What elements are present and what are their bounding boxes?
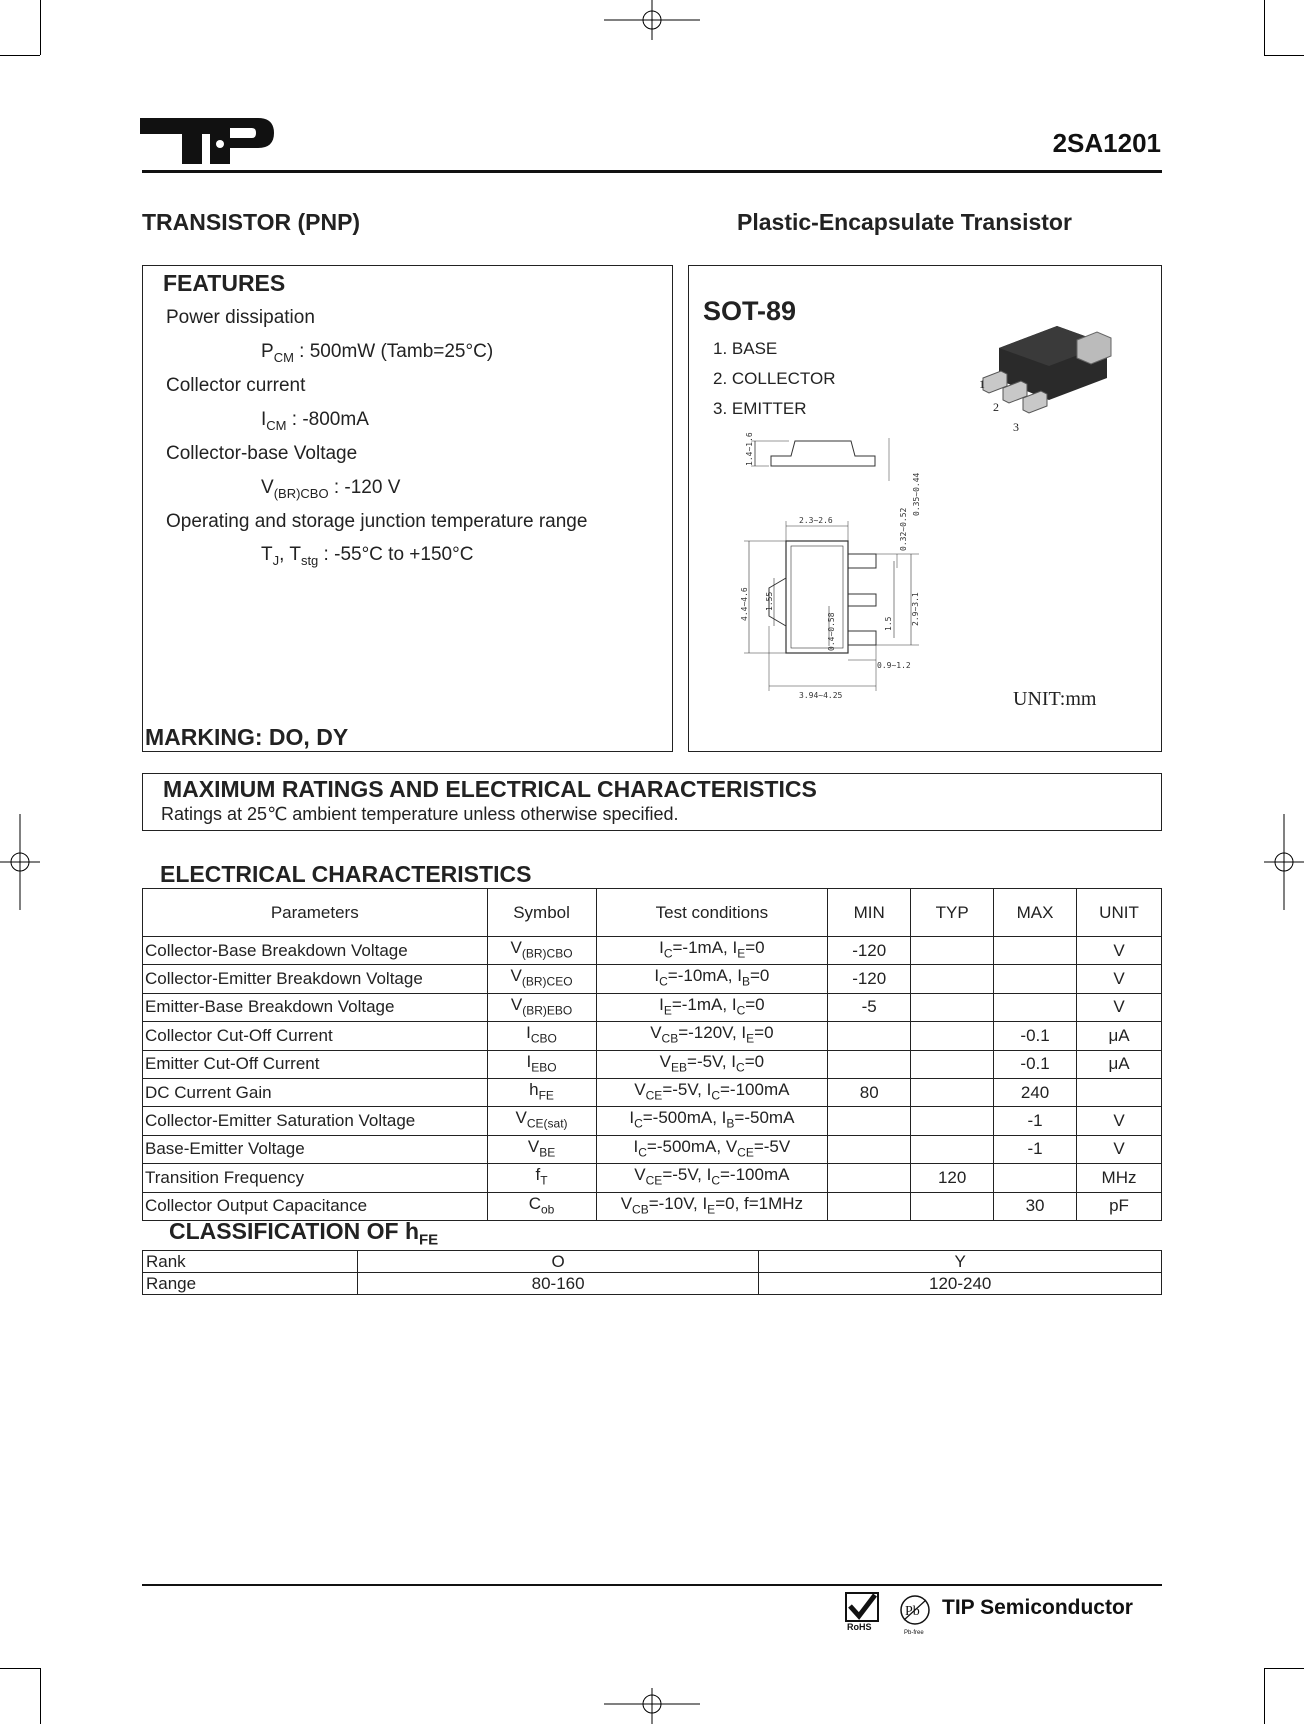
condition-symbol: V — [634, 1165, 646, 1185]
range-value: 80-160 — [357, 1273, 759, 1295]
dimension-label: 4.4~4.6 — [740, 587, 749, 621]
package-panel — [688, 265, 1162, 752]
condition-symbol: I — [706, 1079, 712, 1099]
condition-value: =-500mA, — [642, 1108, 722, 1128]
condition-value: =0 — [745, 938, 765, 957]
registration-mark-bottom — [604, 1688, 700, 1724]
rank-label: Rank — [143, 1251, 358, 1273]
typ-cell — [911, 1078, 994, 1106]
pin-number-label: 1 — [979, 377, 985, 391]
symbol-main: V — [510, 994, 523, 1014]
symbol-cell — [487, 937, 596, 965]
unit-cell: pF — [1077, 1192, 1162, 1220]
condition-symbol: I — [706, 1165, 712, 1185]
table-row — [143, 1251, 1162, 1273]
symbol-subscript: T — [540, 1173, 548, 1188]
condition-subscript: C — [711, 1088, 720, 1103]
typ-cell — [911, 1022, 994, 1050]
parameter-cell: Transition Frequency — [143, 1164, 488, 1192]
condition-value: =0 — [749, 966, 770, 986]
condition-subscript: E — [746, 1031, 755, 1046]
condition-subscript: C — [736, 1059, 745, 1074]
condition-symbol: V — [659, 1051, 671, 1071]
condition-symbol: I — [702, 1193, 708, 1213]
condition-subscript: B — [741, 974, 750, 989]
rohs-icon — [845, 1592, 879, 1632]
condition-subscript: CE — [737, 1145, 754, 1160]
symbol-main: f — [535, 1165, 541, 1185]
unit-cell: μA — [1077, 1022, 1162, 1050]
condition-subscript: CB — [632, 1201, 649, 1216]
condition-cell — [596, 965, 828, 993]
symbol-main: I — [526, 1023, 531, 1043]
typ-cell — [911, 993, 994, 1021]
max-cell — [994, 1164, 1077, 1192]
parameter-cell: Collector-Emitter Breakdown Voltage — [143, 965, 488, 993]
min-cell — [828, 1135, 911, 1163]
condition-cell — [596, 1022, 828, 1050]
condition-value: =-1mA, — [672, 938, 733, 957]
symbol-subscript: BE — [539, 1145, 556, 1160]
typ-cell — [911, 965, 994, 993]
symbol-subscript: CE(sat) — [526, 1116, 568, 1131]
min-cell — [828, 1192, 911, 1220]
crop-mark — [0, 1668, 40, 1669]
max-cell — [994, 965, 1077, 993]
footer-brand: TIP Semiconductor — [942, 1596, 1133, 1619]
condition-symbol: I — [721, 1108, 727, 1128]
min-cell: 80 — [828, 1078, 911, 1106]
symbol-main: V — [510, 966, 522, 986]
min-cell: -120 — [828, 965, 911, 993]
symbol-cell — [487, 993, 596, 1021]
condition-cell — [596, 993, 828, 1021]
table-row — [143, 1164, 1162, 1192]
crop-mark — [1264, 1668, 1265, 1724]
company-logo — [140, 116, 274, 166]
symbol-main: C — [528, 1193, 541, 1213]
column-header: MAX — [994, 889, 1077, 937]
min-cell — [828, 1107, 911, 1135]
condition-value: =-100mA — [720, 1165, 790, 1185]
symbol-cell — [487, 1164, 596, 1192]
registration-mark-right — [1264, 814, 1304, 910]
condition-subscript: C — [736, 1003, 746, 1018]
condition-subscript: CE — [645, 1088, 663, 1103]
classification-table — [142, 1250, 1162, 1295]
symbol-cell — [487, 965, 596, 993]
electrical-title: ELECTRICAL CHARACTERISTICS — [160, 861, 532, 887]
max-cell: -1 — [994, 1135, 1077, 1163]
package-dimension-drawing — [739, 426, 999, 726]
unit-cell: V — [1077, 993, 1162, 1021]
crop-mark — [40, 1668, 41, 1724]
condition-subscript: E — [663, 1003, 672, 1018]
symbol-cell — [487, 1050, 596, 1078]
condition-symbol: I — [741, 1023, 747, 1043]
condition-subscript: C — [659, 974, 668, 989]
condition-cell — [596, 1164, 828, 1192]
condition-symbol: I — [659, 938, 664, 957]
table-row — [143, 993, 1162, 1021]
condition-value: =0 — [744, 1051, 765, 1071]
min-cell: -120 — [828, 937, 911, 965]
condition-cell — [596, 1078, 828, 1106]
dimension-label: 1.5 — [884, 616, 893, 631]
dimension-label: 3.94~4.25 — [799, 691, 843, 700]
condition-subscript: C — [634, 1116, 643, 1131]
condition-symbol: I — [737, 966, 742, 986]
column-header: UNIT — [1077, 889, 1162, 937]
features-panel — [142, 265, 673, 752]
condition-value: =-10V, — [648, 1193, 703, 1213]
unit-cell: V — [1077, 937, 1162, 965]
condition-value: =0 — [754, 1023, 774, 1043]
condition-value: =-10mA, — [667, 966, 738, 986]
symbol-subscript: EBO — [531, 1059, 557, 1074]
electrical-table — [142, 888, 1162, 1221]
features-title: FEATURES — [163, 270, 286, 296]
table-row — [143, 1273, 1162, 1295]
unit-cell: V — [1077, 1135, 1162, 1163]
max-cell: 30 — [994, 1192, 1077, 1220]
typ-cell — [911, 1192, 994, 1220]
typ-cell — [911, 1050, 994, 1078]
registration-mark-left — [0, 814, 40, 910]
unit-cell: μA — [1077, 1050, 1162, 1078]
classification-title: CLASSIFICATION OF $h_{FE}$ — [169, 1218, 439, 1249]
table-row — [143, 1078, 1162, 1106]
condition-value: =-5V, — [662, 1165, 707, 1185]
dimension-label: 2.3~2.6 — [799, 516, 833, 525]
dimension-label: 0.35~0.44 — [912, 472, 921, 516]
condition-subscript: EB — [671, 1059, 688, 1074]
transistor-type: TRANSISTOR (PNP) — [142, 209, 361, 235]
pin-collector: 2. COLLECTOR — [713, 369, 836, 388]
symbol-subscript: FE — [538, 1088, 554, 1103]
table-row — [143, 1022, 1162, 1050]
crop-mark — [1264, 0, 1265, 55]
typ-cell — [911, 1135, 994, 1163]
pb-label: Pb — [905, 1604, 920, 1619]
condition-subscript: E — [707, 1201, 716, 1216]
condition-symbol: I — [731, 1051, 737, 1071]
parameter-cell: Collector-Emitter Saturation Voltage — [143, 1107, 488, 1135]
parameter-cell: Emitter-Base Breakdown Voltage — [143, 993, 488, 1021]
condition-value: =0 — [745, 994, 765, 1014]
package-description: Plastic-Encapsulate Transistor — [737, 209, 1072, 235]
table-row — [143, 1050, 1162, 1078]
condition-value: =-5V — [753, 1136, 791, 1156]
column-header: TYP — [911, 889, 994, 937]
symbol-main: V — [510, 938, 522, 957]
condition-subscript: E — [737, 946, 746, 961]
table-row — [143, 1135, 1162, 1163]
dimension-label: 0.9~1.2 — [877, 661, 911, 670]
table-row — [143, 1107, 1162, 1135]
condition-symbol: I — [732, 938, 738, 957]
column-header: MIN — [828, 889, 911, 937]
column-header: Test conditions — [596, 889, 828, 937]
condition-symbol: V — [620, 1193, 633, 1213]
crop-mark — [0, 55, 40, 56]
dimension-label: 2.9~3.1 — [911, 592, 920, 626]
part-number: 2SA1201 — [1052, 128, 1161, 158]
dimension-label: 1.4~1.6 — [745, 432, 754, 466]
pin-emitter: 3. EMITTER — [713, 399, 807, 418]
condition-value: =-50mA — [734, 1108, 795, 1128]
unit-label: UNIT:mm — [1013, 688, 1097, 710]
max-cell — [994, 993, 1077, 1021]
table-header-row — [143, 889, 1162, 937]
condition-value: =-100mA — [720, 1079, 790, 1099]
condition-symbol: I — [731, 994, 737, 1014]
min-cell — [828, 1050, 911, 1078]
feature-label: Collector current — [166, 375, 306, 396]
symbol-main: V — [515, 1108, 527, 1128]
package-name: SOT-89 — [703, 296, 797, 326]
condition-symbol: I — [654, 966, 660, 986]
crop-mark — [40, 0, 41, 55]
symbol-cell — [487, 1078, 596, 1106]
condition-subscript: B — [726, 1116, 735, 1131]
ratings-title: MAXIMUM RATINGS AND ELECTRICAL CHARACTERISTICS — [163, 776, 817, 802]
max-cell: -0.1 — [994, 1050, 1077, 1078]
parameter-cell: Collector Cut-Off Current — [143, 1022, 488, 1050]
feature-value: $T_J$, $T_{stg}$ : -55°C to +150°C — [261, 544, 474, 568]
condition-symbol: V — [725, 1136, 738, 1156]
min-cell — [828, 1164, 911, 1192]
condition-symbol: I — [659, 994, 664, 1014]
condition-subscript: C — [638, 1145, 647, 1160]
condition-subscript: C — [663, 946, 673, 961]
rank-value: O — [357, 1251, 759, 1273]
header-divider — [142, 170, 1162, 173]
condition-cell — [596, 1107, 828, 1135]
symbol-subscript: (BR)EBO — [522, 1003, 573, 1018]
condition-subscript: C — [711, 1173, 720, 1188]
max-cell: -1 — [994, 1107, 1077, 1135]
pin-base: 1. BASE — [713, 339, 778, 358]
column-header: Symbol — [487, 889, 596, 937]
symbol-subscript: CBO — [530, 1031, 557, 1046]
condition-symbol: I — [629, 1108, 635, 1128]
condition-cell — [596, 937, 828, 965]
registration-mark-top — [604, 0, 700, 40]
typ-cell — [911, 937, 994, 965]
parameter-cell: Collector Output Capacitance — [143, 1192, 488, 1220]
symbol-main: V — [527, 1136, 540, 1156]
condition-value: =-5V, — [687, 1051, 732, 1071]
condition-cell — [596, 1192, 828, 1220]
pb-free-icon — [898, 1594, 932, 1636]
dimension-label: 0.4~0.58 — [827, 612, 836, 651]
feature-value: $P_{CM}$ : 500mW (Tamb=25°C) — [261, 341, 494, 365]
dimension-label: 1.55 — [765, 591, 774, 611]
marking-code: MARKING: DO, DY — [145, 724, 349, 750]
package-3d-illustration — [979, 326, 1119, 436]
condition-subscript: CB — [661, 1031, 679, 1046]
condition-value: =-1mA, — [671, 994, 732, 1014]
symbol-subscript: ob — [541, 1201, 555, 1216]
footer-divider — [142, 1584, 1162, 1586]
pin-number-label: 3 — [1013, 420, 1019, 434]
unit-cell — [1077, 1078, 1162, 1106]
condition-symbol: V — [650, 1023, 662, 1043]
condition-subscript: CE — [645, 1173, 663, 1188]
rank-value: Y — [759, 1251, 1162, 1273]
unit-cell: V — [1077, 965, 1162, 993]
parameter-cell: Collector-Base Breakdown Voltage — [143, 937, 488, 965]
range-label: Range — [143, 1273, 358, 1295]
table-row — [143, 1192, 1162, 1220]
parameter-cell: Emitter Cut-Off Current — [143, 1050, 488, 1078]
max-cell — [994, 937, 1077, 965]
unit-cell: MHz — [1077, 1164, 1162, 1192]
symbol-subscript: (BR)CBO — [521, 946, 573, 961]
condition-cell — [596, 1050, 828, 1078]
condition-value: =-5V, — [662, 1079, 707, 1099]
feature-value: $I_{CM}$ : -800mA — [261, 409, 369, 433]
condition-cell — [596, 1135, 828, 1163]
table-row — [143, 937, 1162, 965]
rohs-label: RoHS — [847, 1622, 872, 1632]
feature-value: $V_{(BR)CBO}$ : -120 V — [261, 477, 401, 501]
feature-label: Operating and storage junction temperature range — [166, 511, 588, 532]
unit-cell: V — [1077, 1107, 1162, 1135]
crop-mark — [1264, 55, 1304, 56]
pin-number-label: 2 — [993, 400, 999, 414]
min-cell — [828, 1022, 911, 1050]
symbol-cell — [487, 1022, 596, 1050]
ratings-panel — [142, 773, 1162, 831]
condition-value: =-120V, — [678, 1023, 742, 1043]
parameter-cell: DC Current Gain — [143, 1078, 488, 1106]
symbol-subscript: (BR)CEO — [521, 974, 573, 989]
column-header: Parameters — [143, 889, 488, 937]
ratings-note: Ratings at 25℃ ambient temperature unless otherwise specified. — [161, 804, 679, 824]
max-cell: -0.1 — [994, 1022, 1077, 1050]
symbol-cell — [487, 1192, 596, 1220]
typ-cell — [911, 1107, 994, 1135]
range-value: 120-240 — [759, 1273, 1162, 1295]
symbol-cell — [487, 1107, 596, 1135]
crop-mark — [1264, 1668, 1304, 1669]
condition-value: =-500mA, — [646, 1136, 726, 1156]
table-row — [143, 965, 1162, 993]
feature-label: Collector-base Voltage — [166, 443, 358, 464]
symbol-main: h — [529, 1079, 539, 1099]
feature-label: Power dissipation — [166, 307, 315, 328]
symbol-main: I — [526, 1051, 532, 1071]
condition-value: =0, f=1MHz — [715, 1193, 804, 1213]
dimension-label: 0.32~0.52 — [899, 507, 908, 551]
max-cell: 240 — [994, 1078, 1077, 1106]
condition-symbol: V — [634, 1079, 646, 1099]
typ-cell: 120 — [911, 1164, 994, 1192]
parameter-cell: Base-Emitter Voltage — [143, 1135, 488, 1163]
min-cell: -5 — [828, 993, 911, 1021]
symbol-cell — [487, 1135, 596, 1163]
pb-free-label: Pb-free — [904, 1630, 924, 1636]
condition-symbol: I — [633, 1136, 639, 1156]
